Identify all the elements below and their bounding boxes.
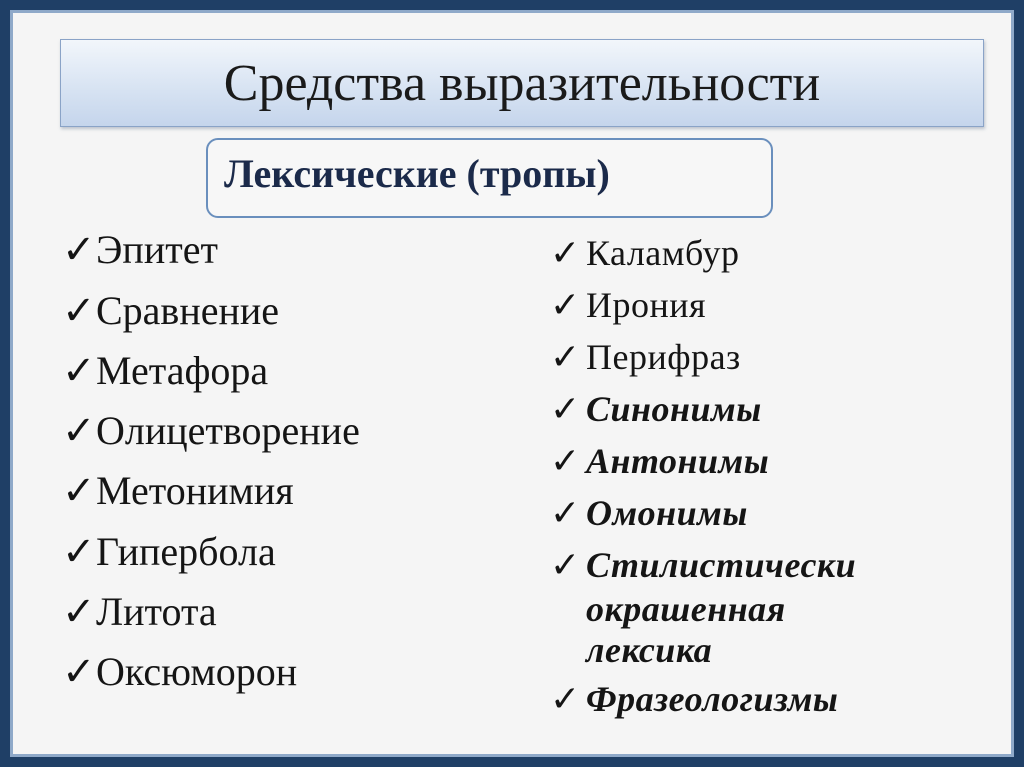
slide-title: Средства выразительности: [223, 55, 821, 112]
list-item: [550, 386, 762, 432]
list-item-label: окрашенная: [586, 589, 786, 629]
list-item-continuation: [586, 586, 786, 632]
list-item-label: Стилистически: [586, 545, 857, 585]
list-item: [550, 676, 838, 722]
subtitle-text: Лексические (тропы): [224, 151, 610, 196]
check-icon: ✓: [550, 441, 581, 481]
list-item-label: Литота: [96, 589, 217, 634]
list-item-label: Ирония: [586, 285, 707, 325]
list-item: [62, 346, 268, 396]
check-icon: ✓: [62, 589, 96, 634]
check-icon: ✓: [62, 529, 96, 574]
list-item: [550, 230, 740, 276]
check-icon: ✓: [550, 545, 581, 585]
list-item-label: Сравнение: [96, 288, 280, 333]
list-item-label: Перифраз: [586, 337, 741, 377]
check-icon: ✓: [62, 408, 96, 453]
list-item: [550, 438, 769, 484]
check-icon: ✓: [62, 227, 96, 272]
list-item: [550, 334, 741, 380]
list-item-label: Антонимы: [586, 441, 770, 481]
list-item: [550, 282, 706, 328]
list-item-label: Омонимы: [586, 493, 748, 533]
list-item: [62, 647, 297, 697]
list-item-continuation: [586, 627, 712, 673]
check-icon: ✓: [62, 649, 96, 694]
list-item: [62, 466, 294, 516]
check-icon: ✓: [550, 337, 581, 377]
list-item: [550, 542, 856, 588]
list-item: [62, 225, 218, 275]
list-item: [62, 527, 276, 577]
list-item: [62, 286, 279, 336]
list-item-label: Каламбур: [586, 233, 740, 273]
list-item-label: Гипербола: [96, 529, 276, 574]
check-icon: ✓: [62, 468, 96, 513]
list-item-label: Фразеологизмы: [586, 679, 839, 719]
list-item: [62, 587, 217, 637]
check-icon: ✓: [550, 493, 581, 533]
list-item: [62, 406, 360, 456]
list-item-label: Олицетворение: [96, 408, 360, 453]
check-icon: ✓: [550, 233, 581, 273]
check-icon: ✓: [62, 288, 96, 333]
check-icon: ✓: [550, 679, 581, 719]
check-icon: ✓: [550, 285, 581, 325]
list-item-label: Синонимы: [586, 389, 762, 429]
list-item-label: лексика: [586, 630, 713, 670]
list-item-label: Эпитет: [96, 227, 218, 272]
check-icon: ✓: [62, 348, 96, 393]
list-item-label: Метафора: [96, 348, 269, 393]
list-item-label: Метонимия: [96, 468, 294, 513]
check-icon: ✓: [550, 389, 581, 429]
subtitle-box: [206, 138, 773, 218]
list-item-label: Оксюморон: [96, 649, 298, 694]
list-item: [550, 490, 748, 536]
title-bar: [60, 39, 984, 127]
